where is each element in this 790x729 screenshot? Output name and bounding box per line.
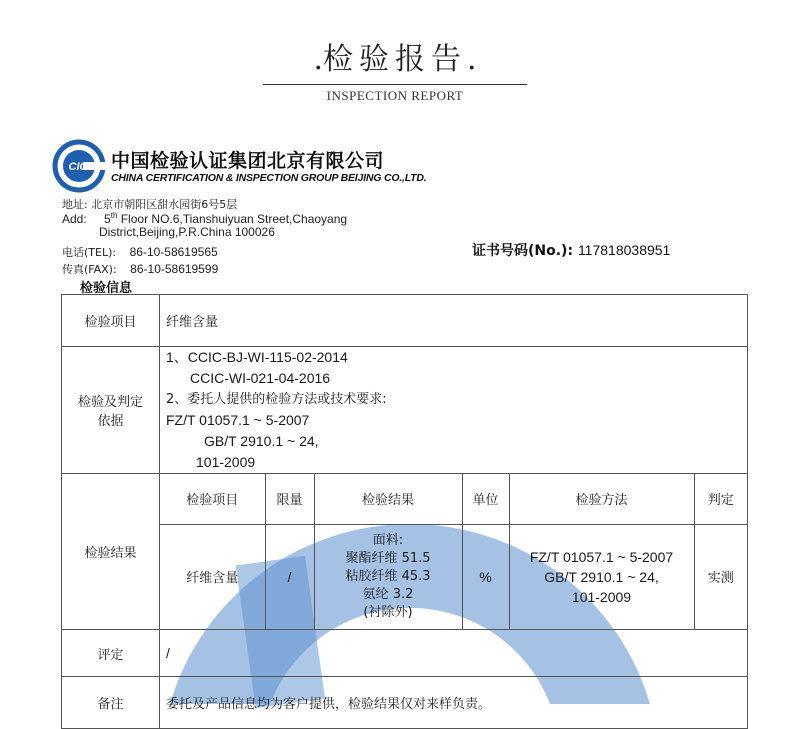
address-en-row	[62, 211, 347, 226]
remark-label: 备注	[62, 677, 160, 729]
address-cn: 北京市朝阳区甜水园街6号5层	[91, 198, 238, 211]
col-header-result: 检验结果	[314, 474, 462, 524]
result-line-3: 氨纶 3.2	[362, 586, 414, 602]
title-text: 检验报告	[323, 42, 467, 77]
result-verdict: 实测	[694, 524, 747, 629]
address-cn-row	[62, 196, 237, 212]
evaluation-value: /	[160, 630, 748, 677]
title-divider	[263, 84, 527, 85]
logo-text: CIC	[68, 161, 88, 173]
address-en-line1-pre: 5	[104, 212, 111, 226]
page-title: .检验报告.	[313, 42, 477, 77]
certificate-label: 证书号码(No.):	[472, 243, 574, 259]
evaluation-row	[62, 630, 748, 677]
basis-line3-c: 101-2009	[196, 454, 256, 470]
col-header-method: 检验方法	[509, 474, 694, 524]
result-line-1: 聚酯纤维 51.5	[345, 550, 431, 566]
remark-value: 委托及产品信息均为客户提供，检验结果仅对来样负责。	[160, 677, 748, 729]
result-data-row	[160, 524, 747, 629]
basis-line1-b: CCIC-WI-021-04-2016	[190, 370, 331, 386]
basis-label-line2: 依据	[97, 414, 124, 429]
result-label: 检验结果	[62, 474, 160, 630]
col-header-item: 检验项目	[160, 474, 265, 524]
item-value: 纤维含量	[160, 295, 748, 347]
result-cell	[160, 474, 748, 630]
address-cn-label: 地址:	[62, 198, 88, 211]
result-table	[160, 474, 747, 629]
page-subtitle: INSPECTION REPORT	[326, 88, 464, 103]
item-row	[62, 295, 748, 347]
result-line-0: 面料:	[372, 532, 404, 548]
result-item: 纤维含量	[160, 524, 265, 629]
method-line-2: 101-2009	[571, 588, 632, 605]
result-method	[509, 524, 694, 629]
address-en-line1-post: Floor NO.6,Tianshuiyuan Street,Chaoyang	[117, 212, 348, 226]
result-row	[62, 474, 748, 630]
result-line-4: (衬除外)	[363, 604, 413, 620]
tel-label: 电话(TEL):	[62, 246, 117, 259]
result-header-row	[160, 474, 747, 524]
company-name-cn: 中国检验认证集团北京有限公司	[111, 150, 385, 172]
company-logo-icon	[53, 140, 105, 192]
remark-row	[62, 677, 748, 729]
basis-value	[160, 347, 748, 474]
method-line-1: GB/T 2910.1 ~ 24,	[544, 568, 659, 585]
method-line-0: FZ/T 01057.1 ~ 5-2007	[529, 548, 674, 565]
basis-line1-a: 1、CCIC-BJ-WI-115-02-2014	[166, 349, 348, 365]
basis-label	[62, 347, 160, 474]
col-header-limit: 限量	[265, 474, 314, 524]
result-line-2: 粘胶纤维 45.3	[345, 568, 431, 584]
item-label: 检验项目	[62, 295, 160, 347]
address-en-line2: District,Beijing,P.R.China 100026	[99, 225, 275, 239]
basis-row	[62, 347, 748, 474]
result-unit: %	[462, 524, 509, 629]
basis-line3-a: FZ/T 01057.1 ~ 5-2007	[166, 412, 310, 428]
inspection-table	[61, 294, 748, 729]
tel-number: 86-10-58619565	[129, 245, 218, 259]
fax-label: 传真(FAX):	[62, 263, 117, 276]
tel-row	[62, 244, 218, 260]
company-name-en: CHINA CERTIFICATION & INSPECTION GROUP BEIJING CO.,LTD.	[111, 172, 427, 184]
address-en-line1-sup: th	[110, 211, 118, 220]
certificate-number: 117818038951	[577, 242, 671, 258]
basis-label-line1: 检验及判定	[77, 395, 143, 410]
col-header-verdict: 判定	[694, 474, 747, 524]
address-en-label: Add:	[62, 212, 87, 226]
col-header-unit: 单位	[462, 474, 509, 524]
result-values	[314, 524, 462, 629]
basis-line3-b: GB/T 2910.1 ~ 24,	[204, 433, 319, 449]
result-limit: /	[265, 524, 314, 629]
certificate-number-row	[472, 240, 670, 260]
section-label: 检验信息	[80, 281, 133, 296]
basis-line2: 2、委托人提供的检验方法或技术要求:	[166, 392, 387, 407]
fax-row	[62, 261, 218, 277]
evaluation-label: 评定	[62, 630, 160, 677]
fax-number: 86-10-58619599	[130, 262, 219, 276]
